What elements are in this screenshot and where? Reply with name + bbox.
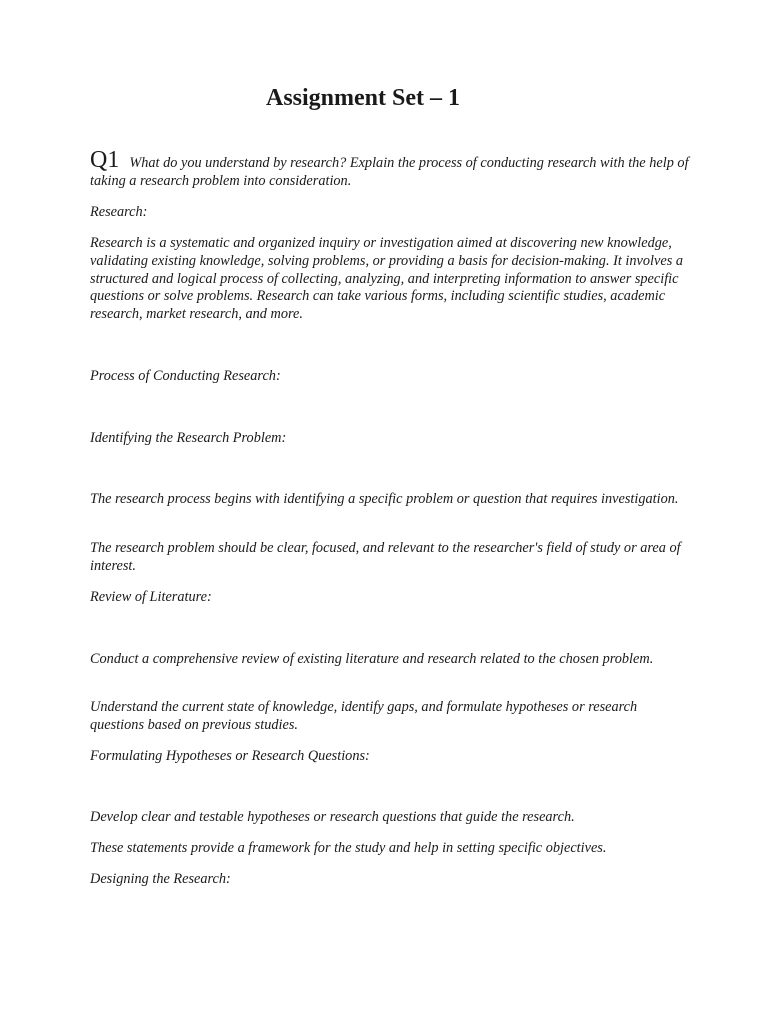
heading-research: Research:: [90, 204, 148, 220]
paragraph-review-1: Conduct a comprehensive review of existing literature and research related to the chosen problem.: [90, 651, 654, 667]
heading-identifying-problem: Identifying the Research Problem:: [90, 430, 287, 446]
document-title: Assignment Set – 1: [265, 85, 460, 111]
paragraph-identifying-1: The research process begins with identifying a specific problem or question that requires investigation.: [90, 491, 679, 507]
paragraph-research-definition: Research is a systematic and organized inquiry or investigation aimed at discovering new knowledge, validating existing knowledge, solving problems, or providing a basis for decision-making. It involves a structured and logical process of collecting, analyzing, and interpreting information to answer specific questions or solve problems. Research can take various forms, including scientific studies, academic research, market research, and more.: [90, 235, 683, 323]
paragraph-hypotheses-1: Develop clear and testable hypotheses or research questions that guide the research.: [90, 809, 575, 825]
paragraph-review-2: Understand the current state of knowledge, identify gaps, and formulate hypotheses or research questions based on previous studies.: [90, 699, 638, 733]
paragraph-hypotheses-2: These statements provide a framework for the study and help in setting specific objectives.: [90, 840, 607, 856]
question-text: What do you understand by research? Explain the process of conducting research with the help of taking a research problem into consideration.: [90, 155, 689, 189]
question-1: [90, 147, 690, 191]
heading-review-literature: Review of Literature:: [90, 589, 212, 605]
question-label: Q1: [90, 147, 120, 173]
heading-designing: Designing the Research:: [90, 871, 231, 887]
paragraph-identifying-2: The research problem should be clear, focused, and relevant to the researcher's field of study or area of interest.: [90, 540, 681, 574]
heading-hypotheses: Formulating Hypotheses or Research Questions:: [90, 748, 370, 764]
heading-process: Process of Conducting Research:: [90, 368, 281, 384]
